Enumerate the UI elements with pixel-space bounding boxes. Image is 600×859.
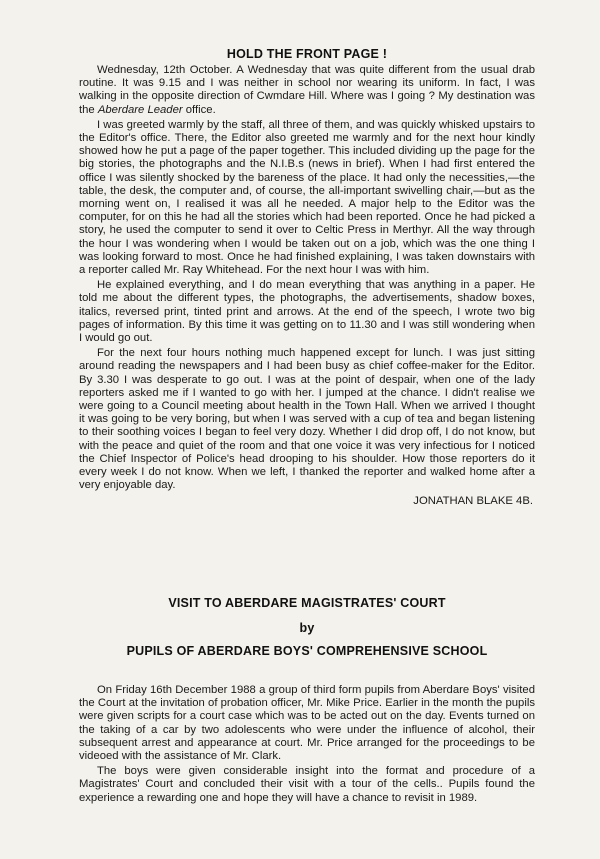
paragraph-1-text-b: office. <box>182 103 216 116</box>
article-hold-the-front-page <box>79 47 535 508</box>
author-signature: JONATHAN BLAKE 4B. <box>413 494 533 507</box>
paragraph-1 <box>79 64 535 117</box>
paragraph-1: On Friday 16th December 1988 a group of third form pupils from Aberdare Boys' visited the Court at the invitation of probation officer, Mr. Mike Price. Earlier in the month the pupils were given scripts for a court case which was to be acted out on the day. Events turned on the taking of a car by two adolescents who were under the influence of alcohol, their subsequent arrest and appearance at court. Mr. Price arranged for the proceedings to be videoed with the assistance of Mr. Clark. <box>79 684 535 763</box>
paragraph-1-text-a: Wednesday, 12th October. A Wednesday that was quite different from the usual drab routine. It was 9.15 and I was neither in school nor wearing its uniform. In fact, I was walking in the opposite direction of Cwmdare Hill. Where was I going ? My destination was the <box>79 64 535 116</box>
byline-by: by <box>299 621 315 635</box>
article-title: VISIT TO ABERDARE MAGISTRATES' COURT <box>168 596 446 610</box>
paragraph-2: The boys were given considerable insight into the format and procedure of a Magistrates' Court and concluded their visit with a tour of the cells.. Pupils found the experience a rewarding one and hope they will have a chance to revisit in 1989. <box>79 765 535 804</box>
article-magistrates-court <box>79 596 535 807</box>
paragraph-3: He explained everything, and I do mean everything that was anything in a paper. He told me about the different types, the photographs, the advertisements, shadow boxes, italics, reversed print, tinted print and arrows. At the end of the speech, I wrote two big pages of information. By this time it was getting on to 11.30 and I was still wondering when I would go out. <box>79 279 535 345</box>
paragraph-2: I was greeted warmly by the staff, all three of them, and was quickly whisked upstairs to the Editor's office. There, the Editor also greeted me warmly and for the next hour kindly showed how he put a page of the paper together. This included dividing up the page for the big stories, the photographs and the N.I.B.s (news in brief). When I had first entered the office I was silently shocked by the bareness of the place. It had only the necessities,—the table, the desk, the computer and, of course, the all-important swivelling chair,—but as the morning went on, I realised it was all he needed. A major help to the Editor was the computer, for on this he had all the stories which had been reported. Once he had picked a story, he used the computer to send it over to Celtic Press in Merthyr. All the way through the hour I was wondering when I would be taken out on a job, which was the one thing I was looking forward to most. Once he had finished explaining, I was taken downstairs with a reporter called Mr. Ray Whitehead. For the next hour I was with him. <box>79 118 535 277</box>
newspaper-name: Aberdare Leader <box>97 103 183 116</box>
article-title: HOLD THE FRONT PAGE ! <box>226 47 388 61</box>
paragraph-4: For the next four hours nothing much happened except for lunch. I was just sitting around reading the newspapers and I had been busy as chief coffee-maker for the Editor. By 3.30 I was desperate to go out. I was at the point of despair, when one of the lady reporters asked me if I wanted to go with her. I jumped at the chance. I didn't realise we were going to a Council meeting about health in the Town Hall. When we arrived I thought it was going to be very boring, but when I was served with a cup of tea and began listening to their soothing voices I began to feel very dozy. Whether I did drop off, I do not know, but with the peace and quiet of the room and that one voice it was very infectious for I noticed the Chief Inspector of Police's head drooping to his shoulder. How those reporters do it every week I do not know. When we left, I thanked the reporter and walked home after a very enjoyable day. <box>79 347 535 492</box>
byline-authors: PUPILS OF ABERDARE BOYS' COMPREHENSIVE SCHOOL <box>126 644 488 658</box>
